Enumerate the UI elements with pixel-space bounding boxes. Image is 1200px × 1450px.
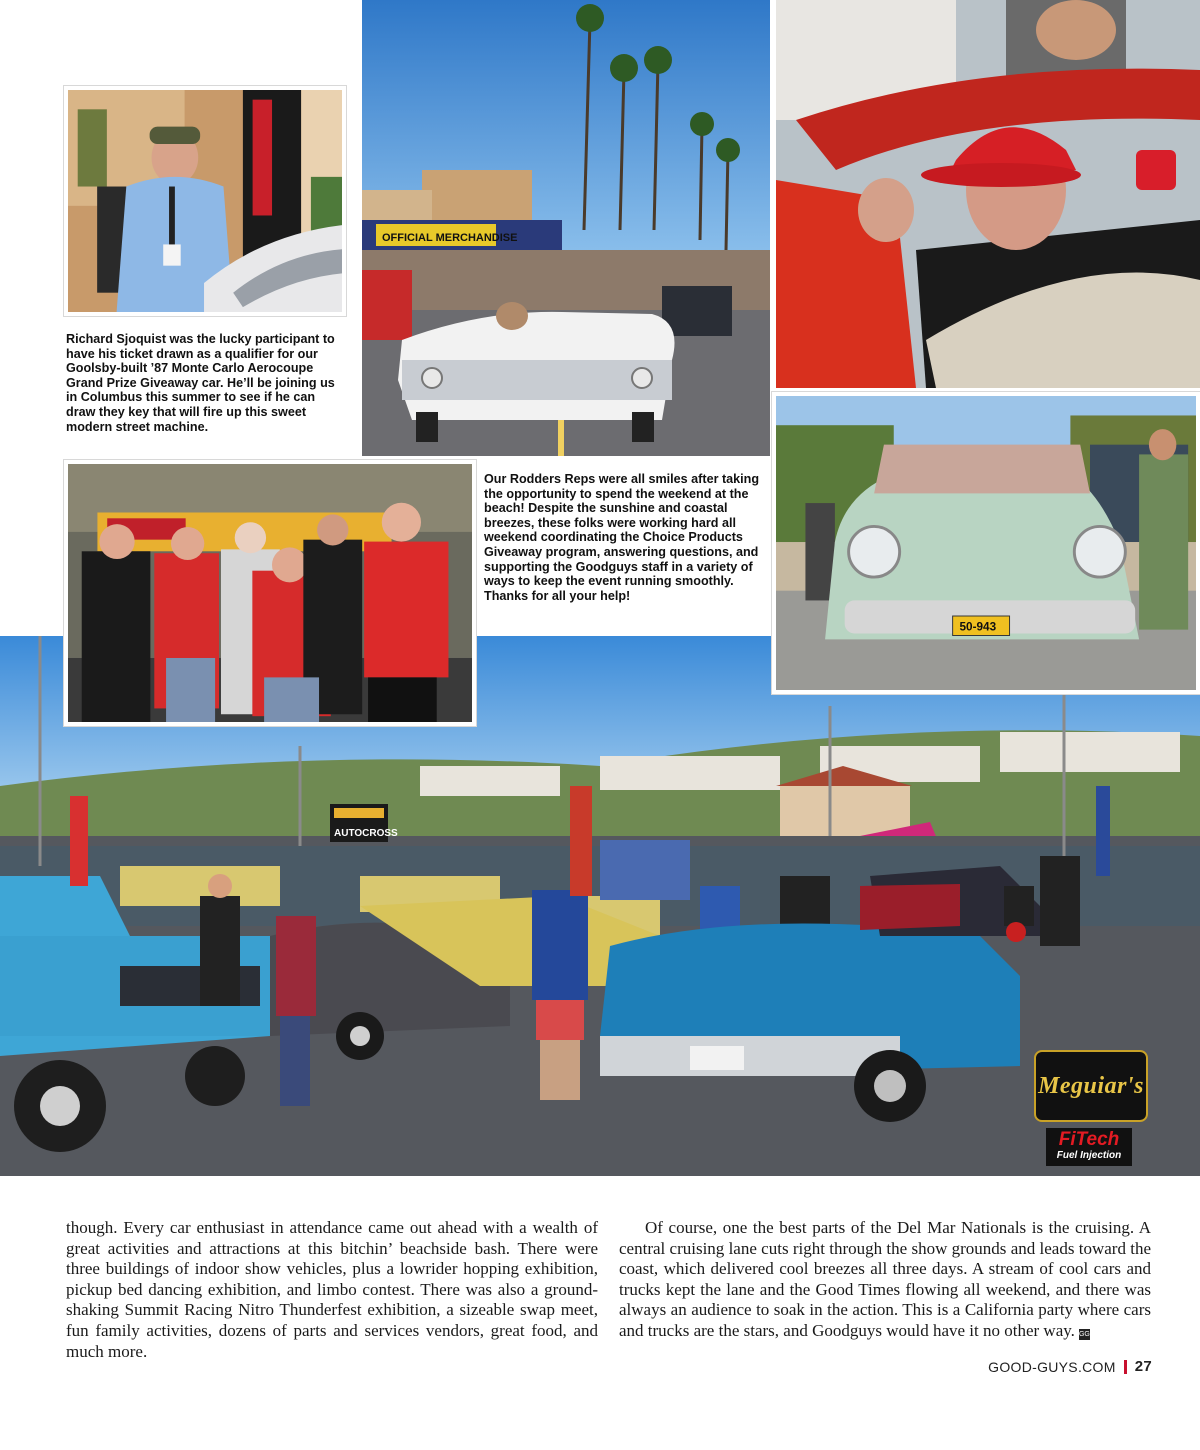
caption-rodders-reps: Our Rodders Reps were all smiles after taking the opportunity to spend the weekend at the beach! Despite the sunshine and coastal breezes, these folks were working hard all weekend coordinating the Choice Products Giveaway program, answering questions, and supporting the Goodguys staff in a variety of ways to keep the event running smoothly. Thanks for all your help! [484,472,760,603]
body-column-2 [619,1218,1151,1342]
fitech-logo-name: FiTech [1058,1129,1120,1150]
meguiars-logo [1034,1050,1148,1122]
pontiac-plate-text: 50-943 [959,620,997,634]
body-paragraph-2 [619,1218,1151,1342]
page-footer [988,1358,1152,1375]
photo-sjoquist [64,86,346,316]
page-number: 27 [1134,1358,1152,1375]
end-mark-icon: GG [1078,1330,1090,1338]
caption-sjoquist: Richard Sjoquist was the lucky participant to have his ticket drawn as a qualifier for our Goolsby-built ’87 Monte Carlo Aerocoupe Grand Prize Giveaway car. He’ll be joining us in Columbus this summer to see if he can draw they key that will fire up this sweet modern street machine. [66,332,335,434]
autocross-sign-text: AUTOCROSS [334,828,398,839]
footer-divider [1124,1360,1127,1374]
footer-site: GOOD-GUYS.COM [988,1358,1116,1375]
photo-rodders-reps [64,460,476,726]
body-column-1 [66,1218,598,1362]
photo-driver-red-cap [776,0,1200,388]
photo-pontiac [772,392,1200,694]
meguiars-logo-text: Meguiar's [1038,1072,1144,1099]
photo-impala-cruise [362,0,770,456]
body-paragraph-2-text: Of course, one the best parts of the Del Mar Nationals is the cruising. A central cruising lane cuts right through the show grounds and leads toward the coast, which delivered cool breezes all three days. A stream of cool cars and trucks kept the lane and the Good Times flowing all weekend, and there was always an audience to soak in the action. This is a California party where cars and trucks are the stars, and Goodguys would have it no other way. [619,1218,1151,1340]
fitech-logo [1046,1128,1132,1166]
fitech-logo-sub: Fuel Injection [1056,1150,1122,1161]
tent-banner-text: OFFICIAL MERCHANDISE [382,232,518,244]
body-paragraph-1: though. Every car enthusiast in attendance came out ahead with a wealth of great activities and attractions at this bitchin’ beachside bash. There were three buildings of indoor show vehicles, plus a lowrider hopping exhibition, pickup bed dancing exhibition, and limbo contest. There was also a ground-shaking Summit Racing Nitro Thunderfest exhibition, a sizeable swap meet, fun family activities, dozens of parts and services vendors, great food, and much more. [66,1218,598,1361]
